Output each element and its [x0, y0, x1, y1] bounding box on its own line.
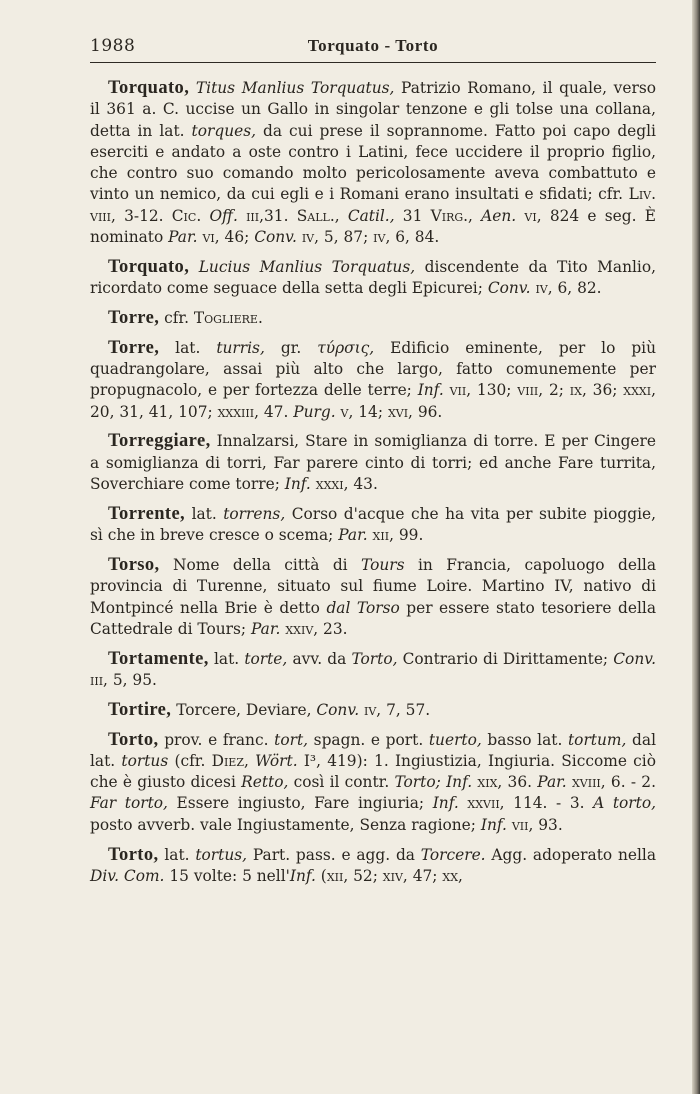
page-number: 1988 — [90, 36, 136, 56]
dictionary-body — [90, 78, 656, 896]
headword: Tortire, — [108, 699, 172, 720]
entry-torreggiare: Torreggiare, Innalzarsi, Stare in somiglianza di torre. E per Cingere a somiglianza di torri, Far parere cinto di torri; ed anche Fare turrita, Soverchiare come torre; Inf. xxxi, 43. — [90, 431, 656, 494]
entry-torquato-lucius: Torquato, Lucius Manlius Torquatus, discendente da Tito Manlio, ricordato come seguace della setta degli Epicurei; Conv. iv, 6, 82. — [90, 256, 656, 298]
entry-torto-adj: Torto, lat. tortus, Part. pass. e agg. da Torcere. Agg. adoperato nella Div. Com. 15 volte: 5 nell'Inf. (xii, 52; xiv, 47; xx, — [90, 844, 656, 885]
header-rule — [90, 62, 656, 63]
entry-torre-xref: Torre, cfr. Togliere. — [108, 307, 263, 328]
running-head: Torquato - Torto — [307, 36, 439, 55]
headword: Torrente, — [108, 503, 186, 524]
headword: Tortamente, — [108, 648, 209, 669]
entry-tortamente: Tortamente, lat. torte, avv. da Torto, Contrario di Dirittamente; Conv. iii, 5, 95. — [90, 648, 656, 689]
entry-torrente: Torrente, lat. torrens, Corso d'acque che ha vita per subite pioggie, sì che in breve cresce o scema; Par. xii, 99. — [90, 503, 656, 545]
entry-torquato-titus: Torquato, Titus Manlius Torquatus, Patrizio Romano, il quale, verso il 361 a. C. uccise un Gallo in singolar tenzone e gli tolse una collana, detta in lat. torques, da cui prese il soprannome. Fatto poi capo degli eserciti e andato a oste contro i Latini, fece uccidere il proprio figlio, che contro suo comando molto pericolosamente aveva combattuto e vinto un nemico, da cui egli e i Romani erano insultati e sfidati; cfr. Liv. viii, 3-12. Cic. Off. iii,31. Sall., Catil., 31 Virg., Aen. vi, 824 e seg. È nominato Par. vi, 46; Conv. iv, 5, 87; iv, 6, 84. — [90, 78, 656, 247]
headword: Torto, — [108, 844, 159, 865]
headword: Torto, — [108, 729, 159, 750]
headword: Torre, — [108, 307, 160, 328]
headword: Torreggiare, — [108, 431, 211, 452]
headword: Torquato, — [108, 78, 190, 98]
headword: Torre, — [108, 337, 160, 358]
entry-tortire: Tortire, Torcere, Deviare, Conv. iv, 7, 57. — [108, 699, 431, 720]
page-header — [90, 36, 656, 60]
entry-torso: Torso, Nome della città di Tours in Francia, capoluogo della provincia di Turenne, situato sul fiume Loire. Martino IV, nativo di Montpincé nella Brie è detto dal Torso per essere stato tesoriere della Cattedrale di Tours; Par. xxiv, 23. — [90, 554, 656, 638]
entry-torre: Torre, lat. turris, gr. τύρσις, Edificio eminente, per lo più quadrangolare, assai più alto che largo, fatto comunemente per propugnacolo, e per fortezza delle terre; Inf. vii, 130; viii, 2; ix, 36; xxxi, 20, 31, 41, 107; xxxiii, 47. Purg. v, 14; xvi, 96. — [90, 337, 657, 421]
headword: Torso, — [108, 554, 160, 575]
headword: Torquato, — [108, 256, 190, 277]
page-edge-shadow — [692, 0, 700, 1094]
entry-torto-noun: Torto, prov. e franc. tort, spagn. e port. tuerto, basso lat. tortum, dal lat. tortus (cfr. Diez, Wört. I³, 419): 1. Ingiustizia, Ingiuria. Siccome ciò che è giusto dicesi Retto, così il contr. Torto; Inf. xix, 36. Par. xviii, 6. - 2. Far torto, Essere ingiusto, Fare ingiuria; Inf. xxvii, 114. - 3. A torto, posto avverb. vale Ingiustamente, Senza ragione; Inf. vii, 93. — [90, 729, 657, 834]
